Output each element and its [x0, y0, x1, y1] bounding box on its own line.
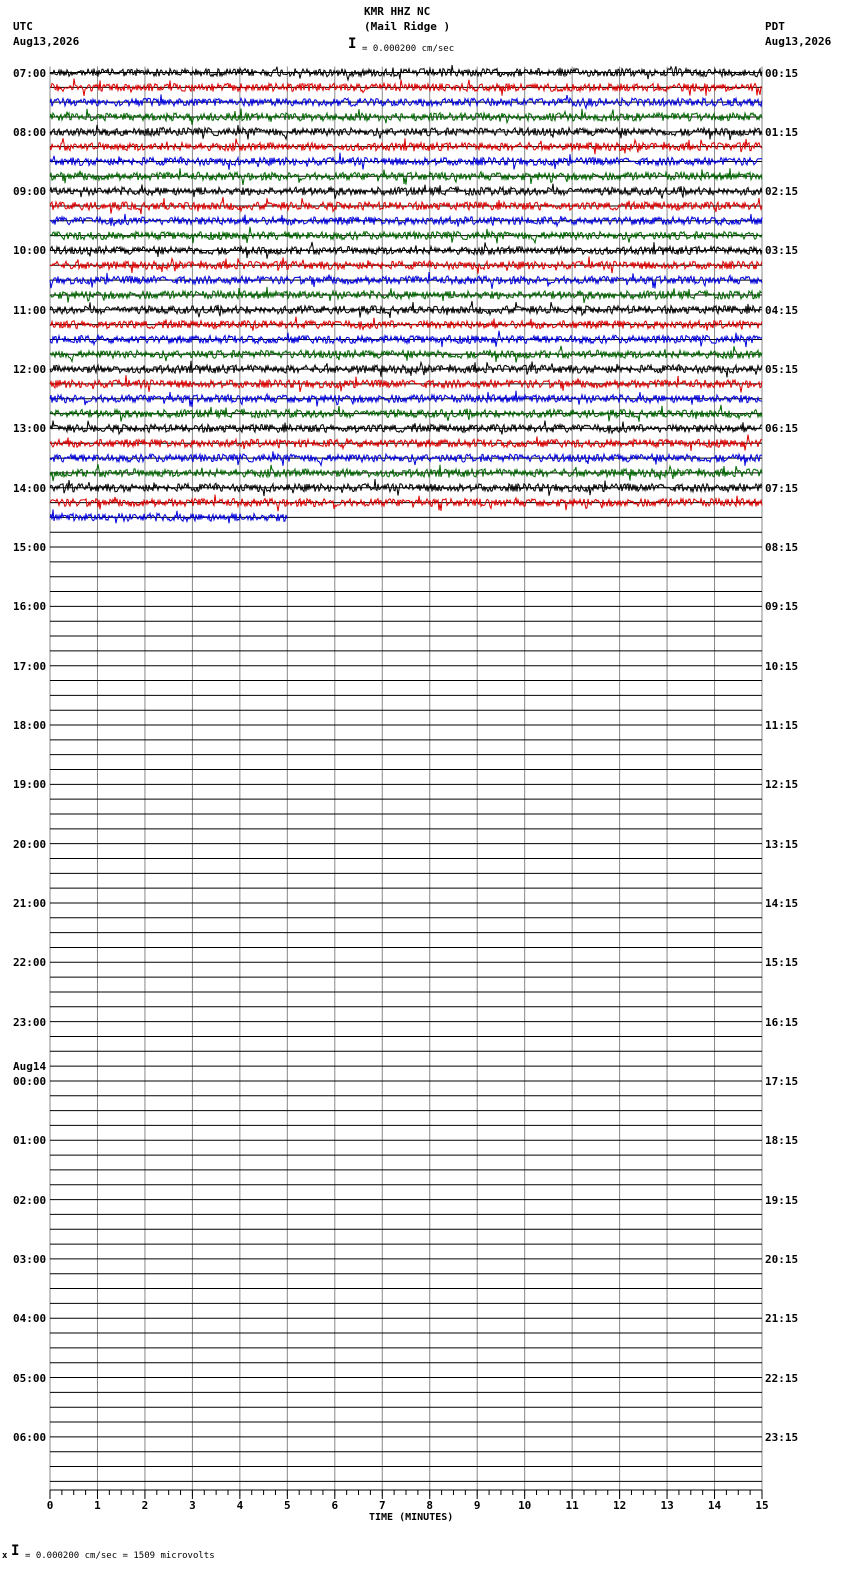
- utc-hour-label: 01:00: [13, 1134, 47, 1148]
- utc-hour-label: 06:00: [13, 1430, 47, 1444]
- x-tick-label: 12: [613, 1499, 627, 1512]
- utc-hour-label: 14:00: [13, 481, 47, 495]
- x-tick-label: 5: [284, 1499, 291, 1512]
- pdt-hour-label: 14:15: [765, 896, 799, 910]
- utc-hour-label: 22:00: [13, 956, 47, 970]
- pdt-hour-label: 06:15: [765, 422, 799, 436]
- pdt-hour-label: 16:15: [765, 1015, 799, 1029]
- x-tick-label: 11: [565, 1499, 579, 1512]
- utc-hour-label: 17:00: [13, 659, 47, 673]
- x-axis-title: TIME (MINUTES): [369, 1512, 454, 1523]
- pdt-hour-label: 20:15: [765, 1252, 799, 1266]
- pdt-hour-label: 04:15: [765, 303, 799, 317]
- seismic-trace: [50, 435, 762, 451]
- seismic-trace: [50, 94, 762, 108]
- date-change-label: Aug14: [13, 1059, 47, 1073]
- pdt-hour-label: 19:15: [765, 1193, 799, 1207]
- utc-hour-label: 07:00: [13, 66, 47, 80]
- x-tick-label: 15: [755, 1499, 769, 1512]
- x-tick-label: 8: [426, 1499, 434, 1512]
- x-tick-label: 14: [707, 1499, 722, 1512]
- station-location: (Mail Ridge ): [364, 20, 451, 33]
- pdt-hour-label: 12:15: [765, 778, 799, 792]
- pdt-hour-label: 09:15: [765, 600, 799, 614]
- pdt-hour-label: 13:15: [765, 837, 799, 851]
- utc-hour-label: 09:00: [13, 185, 47, 199]
- utc-hour-label: 08:00: [13, 125, 47, 139]
- utc-hour-label: 00:00: [13, 1074, 47, 1088]
- pdt-hour-label: 23:15: [765, 1430, 799, 1444]
- pdt-hour-label: 01:15: [765, 125, 799, 139]
- utc-hour-label: 11:00: [13, 303, 47, 317]
- scale-bar-icon: I: [348, 36, 357, 52]
- scale-text: = 0.000200 cm/sec: [362, 44, 455, 54]
- pdt-hour-label: 17:15: [765, 1074, 799, 1088]
- pdt-hour-label: 11:15: [765, 719, 799, 733]
- pdt-hour-label: 10:15: [765, 659, 799, 673]
- right-timezone: PDT: [765, 20, 785, 33]
- footer-scale-text: = 0.000200 cm/sec = 1509 microvolts: [25, 1551, 215, 1561]
- left-timezone: UTC: [13, 20, 33, 33]
- seismic-trace: [50, 509, 287, 523]
- pdt-hour-label: 21:15: [765, 1312, 799, 1326]
- utc-hour-label: 19:00: [13, 778, 47, 792]
- station-title: KMR HHZ NC: [364, 5, 431, 18]
- seismic-trace: [50, 421, 762, 435]
- x-tick-label: 2: [141, 1499, 149, 1512]
- x-tick-label: 4: [236, 1499, 244, 1512]
- left-date: Aug13,2026: [13, 35, 80, 48]
- footer-scale-bar-icon: I: [11, 1543, 20, 1559]
- pdt-hour-label: 00:15: [765, 66, 799, 80]
- x-tick-label: 0: [46, 1499, 54, 1512]
- pdt-hour-label: 03:15: [765, 244, 799, 258]
- x-tick-label: 7: [378, 1499, 386, 1512]
- x-tick-label: 1: [94, 1499, 101, 1512]
- x-tick-label: 13: [660, 1499, 674, 1512]
- utc-hour-label: 10:00: [13, 244, 47, 258]
- pdt-hour-label: 02:15: [765, 185, 799, 199]
- utc-hour-label: 04:00: [13, 1312, 47, 1326]
- utc-hour-label: 21:00: [13, 896, 47, 910]
- utc-hour-label: 15:00: [13, 541, 47, 555]
- x-tick-label: 6: [331, 1499, 339, 1512]
- seismic-trace: [50, 125, 762, 140]
- pdt-hour-label: 22:15: [765, 1371, 799, 1385]
- utc-hour-label: 23:00: [13, 1015, 47, 1029]
- utc-hour-label: 20:00: [13, 837, 47, 851]
- seismic-trace: [50, 317, 762, 331]
- x-tick-label: 3: [189, 1499, 196, 1512]
- utc-hour-label: 03:00: [13, 1252, 47, 1266]
- utc-hour-label: 12:00: [13, 363, 47, 377]
- pdt-hour-label: 07:15: [765, 481, 799, 495]
- pdt-hour-label: 15:15: [765, 956, 799, 970]
- pdt-hour-label: 08:15: [765, 541, 799, 555]
- pdt-hour-label: 05:15: [765, 363, 799, 377]
- utc-hour-label: 13:00: [13, 422, 47, 436]
- x-tick-label: 9: [473, 1499, 481, 1512]
- x-tick-label: 10: [518, 1499, 532, 1512]
- footer-marker: x: [2, 1551, 8, 1561]
- right-date: Aug13,2026: [765, 35, 832, 48]
- utc-hour-label: 18:00: [13, 719, 47, 733]
- utc-hour-label: 02:00: [13, 1193, 47, 1207]
- utc-hour-label: 05:00: [13, 1371, 47, 1385]
- pdt-hour-label: 18:15: [765, 1134, 799, 1148]
- seismic-trace: [50, 214, 762, 227]
- utc-hour-label: 16:00: [13, 600, 47, 614]
